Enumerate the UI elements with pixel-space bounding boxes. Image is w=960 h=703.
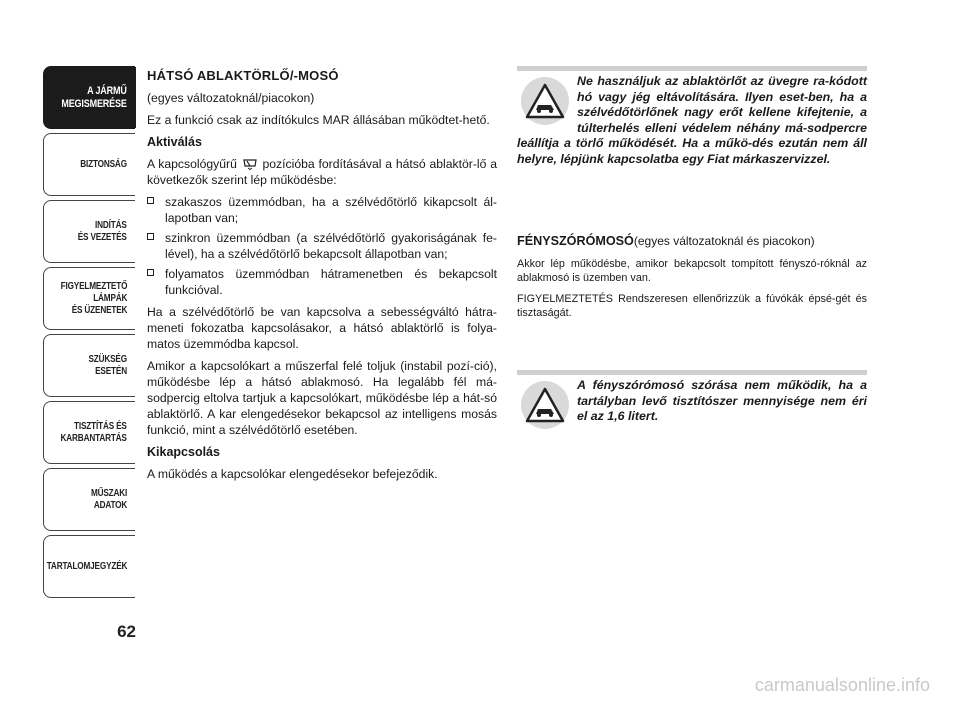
section-title: HÁTSÓ ABLAKTÖRLŐ/-MOSÓ	[147, 68, 339, 83]
sidebar-tabs	[43, 66, 135, 602]
bullet-square-icon	[147, 233, 154, 240]
list-item-text: szakaszos üzemmódban, ha a szélvédőtörlő kikapcsolt ál-lapotban van;	[165, 195, 497, 225]
tab-label: A JÁRMŰ MEGISMERÉSE	[61, 84, 127, 110]
tab-tartalomjegyzek[interactable]	[43, 535, 135, 598]
bullet-square-icon	[147, 197, 154, 204]
headlamp-washer-section	[517, 234, 867, 327]
tab-inditas-es-vezetes[interactable]	[43, 200, 135, 263]
rear-wiper-icon	[243, 158, 257, 170]
headlamp-washer-paragraph: Akkor lép működésbe, amikor bekapcsolt tompított fényszó-róknál az ablakmosó is üzemben van.	[517, 258, 867, 284]
list-item-text: szinkron üzemmódban (a szélvédőtörlő gyakoriságának fe-lével), ha a szélvédőtörlő bekapcsolt állapotban van;	[165, 231, 497, 261]
headlamp-washer-subtitle: (egyes változatoknál és piacokon)	[633, 234, 815, 248]
list-item-text: folyamatos üzemmódban hátramenetben és bekapcsolt funkcióval.	[165, 267, 497, 297]
list-item	[147, 266, 497, 298]
car-warning-icon	[521, 381, 569, 429]
bullet-square-icon	[147, 269, 154, 276]
tab-label: MŰSZAKI ADATOK	[90, 487, 127, 511]
tab-label: BIZTONSÁG	[80, 158, 127, 170]
tab-biztonsag[interactable]	[43, 133, 135, 196]
warning-box-wiper	[517, 66, 867, 168]
deactivation-paragraph: A működés a kapcsolókar elengedésekor befejeződik.	[147, 467, 438, 481]
tab-label: SZÜKSÉG ESETÉN	[88, 353, 127, 377]
tab-tisztitas-es-karbantartas[interactable]	[43, 401, 135, 464]
headlamp-washer-title: FÉNYSZÓRÓMOSÓ	[517, 234, 634, 248]
tab-a-jarmu-megismerese[interactable]	[43, 66, 135, 129]
warning-text: A fényszórómosó szórása nem működik, ha a tartályban levő tisztítószer mennyisége nem éri el az 1,6 litert.	[577, 378, 867, 424]
headlamp-washer-warning: FIGYELMEZTETÉS Rendszeresen ellenőrizzük a fúvókák épsé-gét és tisztaságát.	[517, 293, 867, 319]
tab-szukseg-eseten[interactable]	[43, 334, 135, 397]
deactivation-heading: Kikapcsolás	[147, 445, 220, 459]
activation-text-a: A kapcsológyűrű	[147, 157, 237, 171]
activation-paragraph	[147, 156, 497, 188]
car-warning-icon	[521, 77, 569, 125]
warning-text: Ne használjuk az ablaktörlőt az üvegre ra-kódott hó vagy jég eltávolítására. Ilyen eset-ben, ha a szélvédőtörlőnek nagy erőt kellene kifejtenie, a túlterhelés elleni védelem néhány má-sodpercre leállítja a törlő működését. Ha a műkö-dés ezután nem áll helyre, lépjünk kapcsolatba egy Fiat márkaszervizzel.	[517, 74, 867, 166]
tab-label: TARTALOMJEGYZÉK	[46, 560, 127, 572]
list-item	[147, 230, 497, 262]
section-subtitle: (egyes változatoknál/piacokon)	[147, 91, 315, 105]
reverse-gear-paragraph: Ha a szélvédőtörlő be van kapcsolva a sebességváltó hátra-meneti fokozatba kapcsolásakor, a hátsó ablaktörlő is folya-matos üzemmódba kapcsol.	[147, 305, 497, 351]
activation-text-b: pozícióba fordításával a hátsó ablaktör-lő a következők szerint lép működésbe:	[147, 157, 497, 187]
tab-figyelmezteto-lampak[interactable]	[43, 267, 135, 330]
watermark: carmanualsonline.info	[754, 675, 930, 695]
activation-heading: Aktiválás	[147, 135, 202, 149]
rear-wiper-section	[147, 68, 497, 488]
warning-box-headlamp	[517, 370, 867, 431]
tab-label: INDÍTÁS ÉS VEZETÉS	[78, 219, 127, 243]
lever-paragraph: Amikor a kapcsolókart a műszerfal felé toljuk (instabil pozí-ció), működésbe lép a hátsó ablakmosó. Ha legalább fél má-sodpercig eltolva tartjuk a kapcsolókart, működésbe lép a hát-só ablaktörlő. A kar elengedésekor bekapcsol az intelligens mosás funkció, mint a szélvédőtörlő esetében.	[147, 359, 497, 437]
intro-paragraph: Ez a funkció csak az indítókulcs MAR állásában működtet-hető.	[147, 113, 490, 127]
tab-label: FIGYELMEZTETŐ LÁMPÁK ÉS ÜZENETEK	[60, 280, 127, 316]
page-number: 62	[117, 622, 136, 641]
headlamp-washer-heading	[517, 234, 867, 248]
activation-modes-list	[147, 194, 497, 298]
list-item	[147, 194, 497, 226]
tab-label: TISZTÍTÁS ÉS KARBANTARTÁS	[60, 420, 127, 444]
tab-muszaki-adatok[interactable]	[43, 468, 135, 531]
